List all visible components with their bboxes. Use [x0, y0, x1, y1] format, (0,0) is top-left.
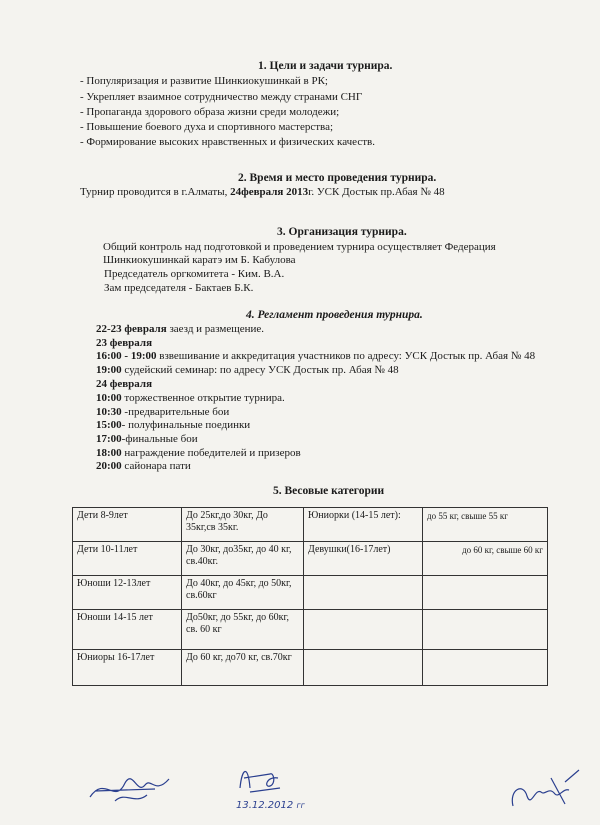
table-cell — [423, 650, 548, 686]
table-cell: Юноши 14-15 лет — [73, 610, 182, 650]
schedule-row: 22-23 февраля заезд и размещение. — [96, 323, 264, 335]
table-cell — [423, 610, 548, 650]
table-cell — [304, 610, 423, 650]
table-row — [73, 610, 548, 650]
table-cell: до 60 кг, свыше 60 кг — [423, 542, 548, 576]
org-line-4: Зам председателя - Бактаев Б.К. — [104, 282, 254, 294]
goal-item-1: - Популяризация и развитие Шинкиокушинкай в РК; — [80, 75, 328, 87]
section1-title: 1. Цели и задачи турнира. — [258, 60, 393, 72]
signature-middle-icon — [230, 758, 290, 798]
schedule-row: 20:00 сайонара пати — [96, 460, 191, 472]
section5-title: 5. Весовые категории — [273, 485, 385, 497]
table-cell: До 25кг,до 30кг, До 35кг,св 35кг. — [182, 508, 304, 542]
org-line-3: Председатель оргкомитета - Ким. В.А. — [104, 268, 285, 280]
weight-categories-table — [72, 507, 548, 686]
goal-item-2: - Укрепляет взаимное сотрудничество между странами СНГ — [80, 91, 363, 103]
table-cell — [304, 650, 423, 686]
schedule-row: 16:00 - 19:00 взвешивание и аккредитация участников по адресу: УСК Достык пр. Абая № 48 — [96, 350, 536, 362]
table-cell: До50кг, до 55кг, до 60кг, св. 60 кг — [182, 610, 304, 650]
goal-item-4: - Повышение боевого духа и спортивного мастерства; — [80, 121, 334, 133]
section2-title: 2. Время и место проведения турнира. — [238, 172, 437, 184]
table-cell — [304, 576, 423, 610]
schedule-row: 10:30 -предварительные бои — [96, 406, 230, 418]
table-cell: до 55 кг, свыше 55 кг — [423, 508, 548, 542]
table-cell: Дети 10-11лет — [73, 542, 182, 576]
schedule-row: 19:00 судейский семинар: по адресу УСК Достык пр. Абая № 48 — [96, 364, 399, 376]
table-cell: До 30кг, до35кг, до 40 кг, св.40кг. — [182, 542, 304, 576]
table-row — [73, 576, 548, 610]
schedule-row: 15:00- полуфинальные поединки — [96, 419, 251, 431]
section4-title: 4. Регламент проведения турнира. — [246, 309, 423, 321]
signature-right-icon — [505, 768, 585, 813]
venue-text-after: г. УСК Достык пр.Абая № 48 — [308, 186, 445, 198]
schedule-row: 18:00 награждение победителей и призеров — [96, 447, 301, 459]
schedule-row: 23 февраля — [96, 337, 153, 349]
table-cell: Девушки(16-17лет) — [304, 542, 423, 576]
table-cell: Юноши 12-13лет — [73, 576, 182, 610]
venue-date: 24февраля 2013 — [230, 186, 309, 198]
org-line-2: Шинкиокушинкай каратэ им Б. Кабулова — [103, 254, 296, 266]
table-cell — [423, 576, 548, 610]
table-row — [73, 650, 548, 686]
venue-text-before: Турнир проводится в г.Алматы, — [80, 186, 231, 198]
schedule-row: 17:00-финальные бои — [96, 433, 198, 445]
goal-item-3: - Пропаганда здорового образа жизни среди молодежи; — [80, 106, 340, 118]
venue-line — [80, 186, 445, 199]
table-cell: Юниорки (14-15 лет): — [304, 508, 423, 542]
table-cell: До 60 кг, до70 кг, св.70кг — [182, 650, 304, 686]
signature-left-icon — [85, 765, 175, 810]
signature-date: 13.12.2012 гг — [236, 800, 305, 811]
schedule-row: 24 февраля — [96, 378, 153, 390]
table-row — [73, 508, 548, 542]
table-row — [73, 542, 548, 576]
table-cell: Дети 8-9лет — [73, 508, 182, 542]
table-cell: До 40кг, до 45кг, до 50кг, св.60кг — [182, 576, 304, 610]
table-cell: Юниоры 16-17лет — [73, 650, 182, 686]
schedule-row: 10:00 торжественное открытие турнира. — [96, 392, 285, 404]
section3-title: 3. Организация турнира. — [277, 226, 407, 238]
org-line-1: Общий контроль над подготовкой и проведением турнира осуществляет Федерация — [103, 241, 496, 253]
goal-item-5: - Формирование высоких нравственных и физических качеств. — [80, 136, 375, 148]
